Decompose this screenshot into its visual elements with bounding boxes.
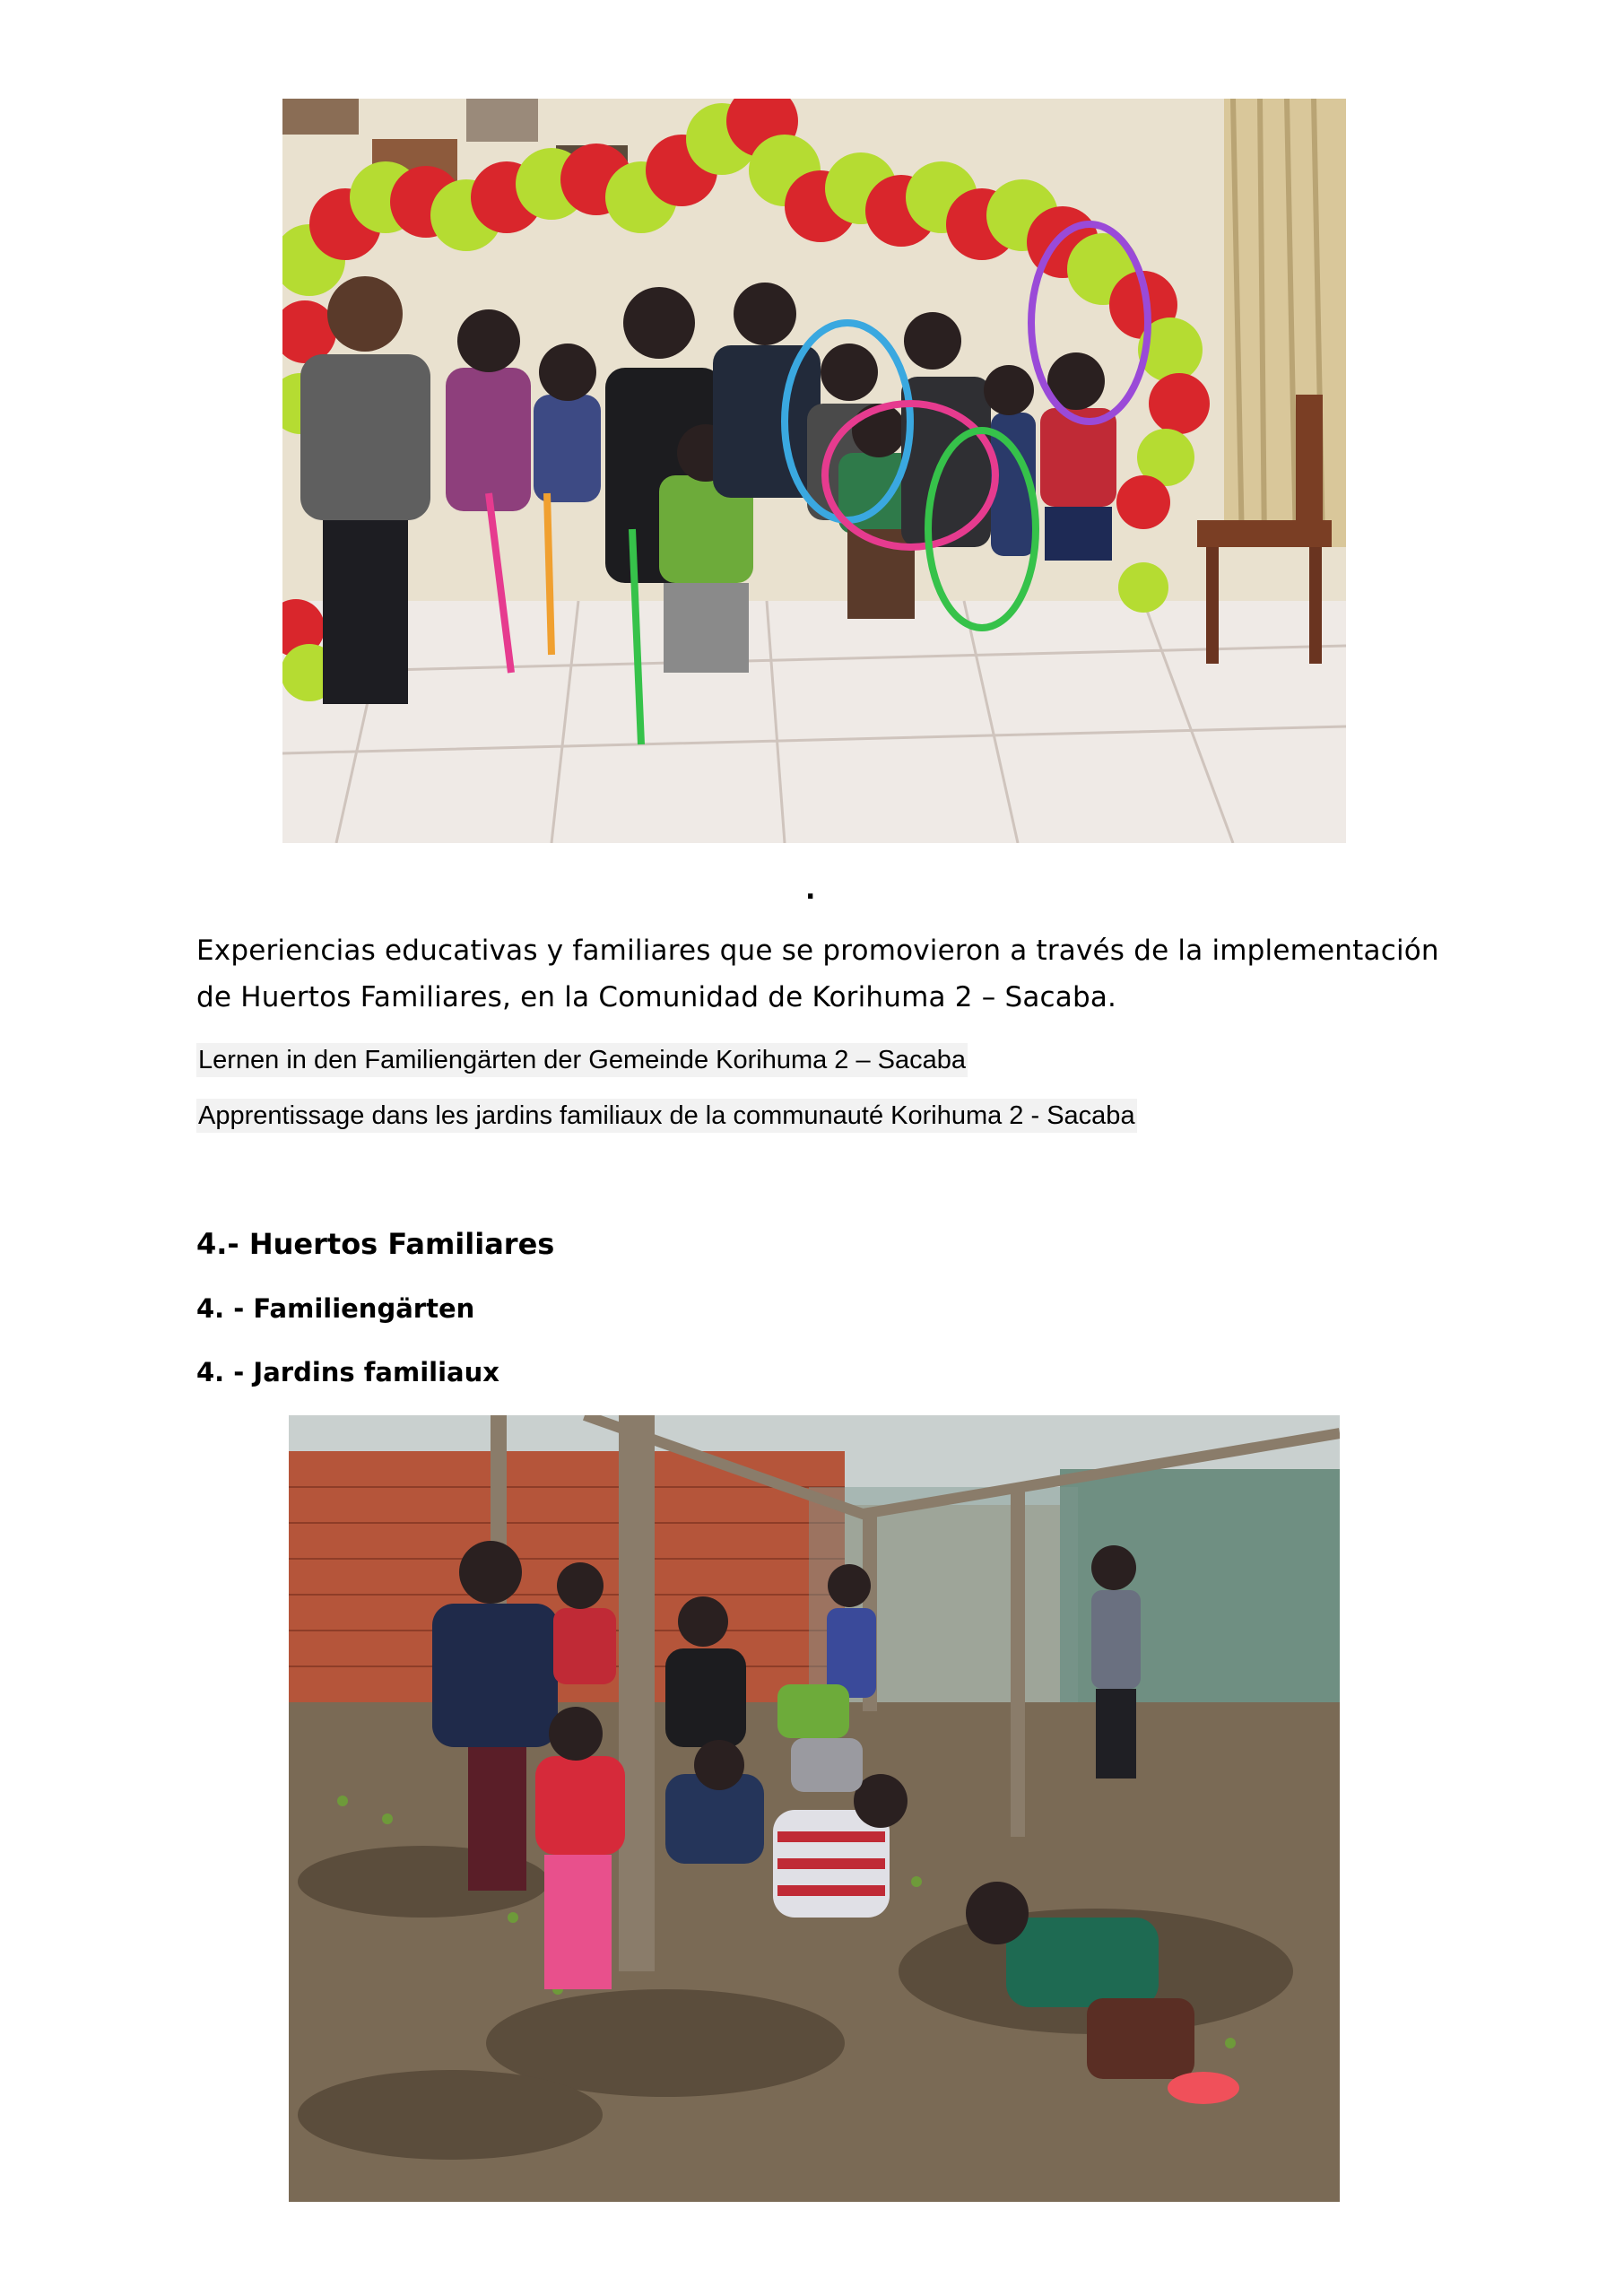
caption-spanish: Experiencias educativas y familiares que se promovieron a través de la implementación de Huertos Familiares, en la Comunidad de Korihuma 2 – Sacaba.: [196, 935, 1439, 1013]
caption-french: Apprentissage dans les jardins familiaux de la communauté Korihuma 2 - Sacaba: [196, 1099, 1137, 1133]
photo-children-balloons-graphic: [282, 99, 1346, 843]
photo-children-balloons: [282, 99, 1346, 843]
section-heading-spanish: 4.- Huertos Familiares: [196, 1227, 555, 1261]
section-heading-german: 4. - Familiengärten: [196, 1293, 475, 1324]
separator-dot: .: [805, 874, 816, 906]
caption-german: Lernen in den Familiengärten der Gemeinde Korihuma 2 – Sacaba: [196, 1043, 968, 1077]
photo-family-garden: [289, 1415, 1340, 2202]
photo-family-garden-graphic: [289, 1415, 1340, 2202]
section-heading-french: 4. - Jardins familiaux: [196, 1357, 499, 1387]
